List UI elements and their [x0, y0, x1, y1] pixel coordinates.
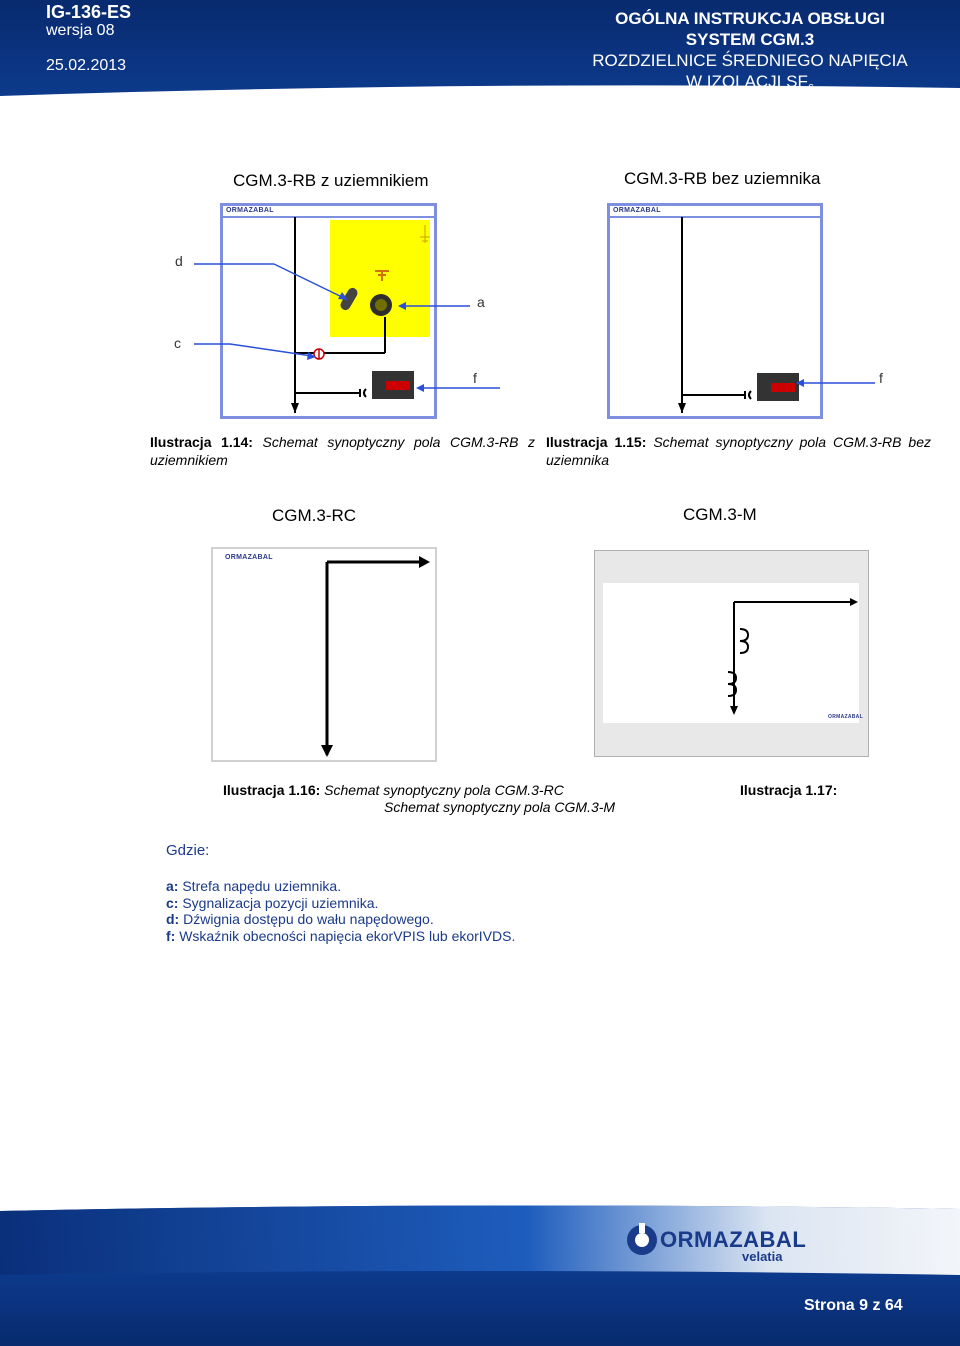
fig17-caption [384, 798, 615, 816]
fig14-annotations [140, 240, 520, 400]
fig14-label-c: c [174, 335, 181, 351]
fig17-panel [594, 550, 869, 757]
footer-brand: ORMAZABAL [660, 1227, 807, 1252]
fig15-label-f: f [879, 370, 883, 386]
legend-text: Strefa napędu uziemnika. [182, 878, 342, 894]
fig15-caption-text: Schemat synoptyczny pola CGM.3-RB bez [653, 434, 931, 450]
fig17-caption-num: Ilustracja 1.17: [740, 782, 838, 798]
legend-key: f: [166, 927, 176, 944]
fig15-title: CGM.3-RB bez uziemnika [624, 169, 821, 188]
legend-list [166, 878, 515, 944]
fig15-caption-num: Ilustracja 1.15: [546, 434, 647, 450]
fig14-logo: ORMAZABAL [226, 207, 274, 214]
fig16-caption-text: Schemat synoptyczny pola CGM.3-RC [324, 782, 564, 798]
legend-item [166, 878, 515, 895]
legend-item [166, 911, 515, 928]
fig17-caption-num-wrap [740, 781, 837, 799]
fig15-caption-cut: uziemnika [546, 452, 610, 468]
doc-title-4-main: W IZOLACJI SF [686, 72, 808, 91]
fig14-title: CGM.3-RB z uziemnikiem [233, 171, 429, 190]
fig17-caption-text: Schemat synoptyczny pola CGM.3-M [384, 799, 616, 815]
doc-title-2: SYSTEM CGM.3 [685, 30, 815, 49]
legend-text: Wskaźnik obecności napięcia ekorVPIS lub ekorIVDS. [179, 927, 516, 944]
fig16-caption [223, 781, 564, 799]
fig16-logo: ORMAZABAL [225, 554, 273, 561]
legend-item [166, 928, 515, 945]
fig14-label-d: d [175, 253, 183, 269]
footer-brand-sub: velatia [742, 1249, 783, 1264]
legend-text: Dźwignia dostępu do wału napędowego. [183, 911, 434, 927]
fig17-diagram [595, 551, 868, 756]
fig15-caption [546, 433, 931, 468]
legend-text: Sygnalizacja pozycji uziemnika. [182, 894, 379, 911]
fig14-caption-text: Schemat synoptyczny pola CGM.3-RB z [262, 434, 535, 450]
fig16-title: CGM.3-RC [272, 506, 357, 525]
doc-code: IG-136-ES [46, 2, 132, 22]
doc-date: 25.02.2013 [46, 57, 127, 74]
legend-key: a: [166, 878, 179, 894]
fig15-annotations [770, 375, 880, 395]
fig16-caption-num: Ilustracja 1.16: [223, 782, 321, 798]
doc-title-3: ROZDZIELNICE ŚREDNIEGO NAPIĘCIA [592, 51, 908, 70]
fig14-label-a: a [477, 294, 485, 310]
page-number: Strona 9 z 64 [804, 1297, 903, 1314]
legend-item [166, 895, 515, 912]
fig16-diagram [213, 549, 435, 760]
doc-title-1: OGÓLNA INSTRUKCJA OBSŁUGI [615, 9, 885, 28]
fig14-caption-cut: uziemnikiem [150, 452, 228, 468]
legend-heading: Gdzie: [166, 842, 210, 859]
fig14-caption [150, 433, 535, 468]
fig17-title: CGM.3-M [683, 505, 757, 524]
ormazabal-logo-icon [625, 1223, 659, 1257]
doc-title-4 [560, 71, 940, 99]
legend-key: d: [166, 911, 180, 927]
doc-title-4-sub: 6 [807, 82, 814, 95]
fig17-logo: ORMAZABAL [828, 714, 863, 720]
fig14-caption-num: Ilustracja 1.14: [150, 434, 253, 450]
fig14-label-f: f [473, 370, 477, 386]
page-header [0, 0, 960, 96]
doc-version: wersja 08 [46, 22, 115, 39]
page-footer [0, 1205, 960, 1346]
fig15-logo: ORMAZABAL [613, 207, 661, 214]
legend-key: c: [166, 894, 179, 911]
fig16-panel [211, 547, 437, 762]
footer-band [0, 1205, 960, 1346]
